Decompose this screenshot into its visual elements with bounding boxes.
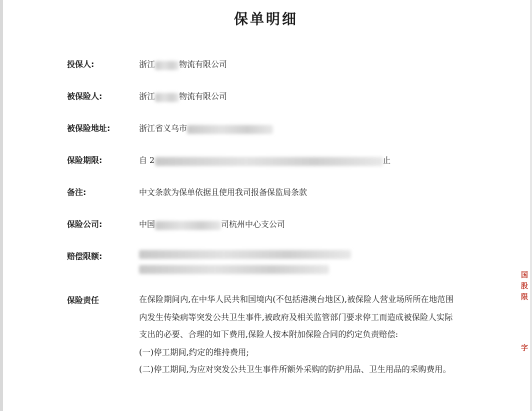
field-label: 被保险地址: bbox=[67, 124, 111, 133]
coverage-item: (一)停工期间,约定的维持费用; bbox=[139, 346, 249, 357]
page-edge-left bbox=[0, 0, 3, 411]
redaction-blur bbox=[155, 61, 179, 70]
field-value-text: 物流有限公司 bbox=[179, 60, 227, 69]
field-label: 赔偿限额: bbox=[67, 252, 103, 261]
field-value-text: 司杭州中心支公司 bbox=[221, 220, 285, 229]
field-value-text: 中国 bbox=[139, 220, 155, 229]
field-value-text: 物流有限公司 bbox=[179, 92, 227, 101]
field-label: 投保人: bbox=[67, 60, 95, 69]
seal-char: 股 bbox=[521, 282, 528, 290]
seal-char: 限 bbox=[521, 293, 528, 301]
field-value: 中文条款为保单依据且使用我司报备保监局条款 bbox=[139, 188, 307, 197]
field-label: 保险期限: bbox=[67, 156, 103, 165]
field-value-text: 浙江 bbox=[139, 92, 155, 101]
field-value bbox=[139, 123, 273, 134]
seal-gap bbox=[521, 303, 529, 343]
coverage-paragraph: 在保险期间内,在中华人民共和国境内(不包括港澳台地区),被保险人营业场所所在地范围内发生传染病等突发公共卫生事件,被政府及相关监管部门要求停工而造成被保险人实际支出的必要、合理的如下费用,保险人按本附加保险合同的约定负责赔偿: bbox=[139, 294, 454, 339]
redaction-blur bbox=[139, 265, 329, 274]
coverage-item: (二)停工期间,为应对突发公共卫生事件所额外采购的防护用品、卫生用品的采购费用。 bbox=[139, 364, 451, 374]
redaction-blur bbox=[155, 157, 383, 166]
field-value-text: 自 2 bbox=[139, 156, 155, 165]
field-value bbox=[139, 59, 227, 70]
redaction-blur bbox=[155, 93, 179, 102]
redaction-blur bbox=[139, 250, 351, 259]
redaction-blur bbox=[187, 125, 273, 134]
seal-char: 字 bbox=[521, 344, 528, 352]
field-value bbox=[139, 219, 285, 230]
field-value-text: 浙江 bbox=[139, 60, 155, 69]
field-value-text: 浙江省义乌市 bbox=[139, 124, 187, 133]
field-label: 备注: bbox=[67, 188, 87, 197]
coverage-text bbox=[139, 291, 457, 379]
field-label: 保险公司: bbox=[67, 220, 103, 229]
redaction-blur bbox=[155, 221, 221, 230]
coverage-label: 保险责任 bbox=[67, 296, 99, 305]
red-seal-fragment bbox=[521, 270, 529, 354]
field-value bbox=[139, 155, 391, 166]
seal-char: 国 bbox=[521, 271, 528, 279]
field-value-text: 止 bbox=[382, 156, 391, 165]
field-label: 被保险人: bbox=[67, 92, 103, 101]
field-value bbox=[139, 91, 227, 102]
field-value bbox=[139, 251, 351, 274]
page-title: 保单明细 bbox=[234, 12, 298, 28]
